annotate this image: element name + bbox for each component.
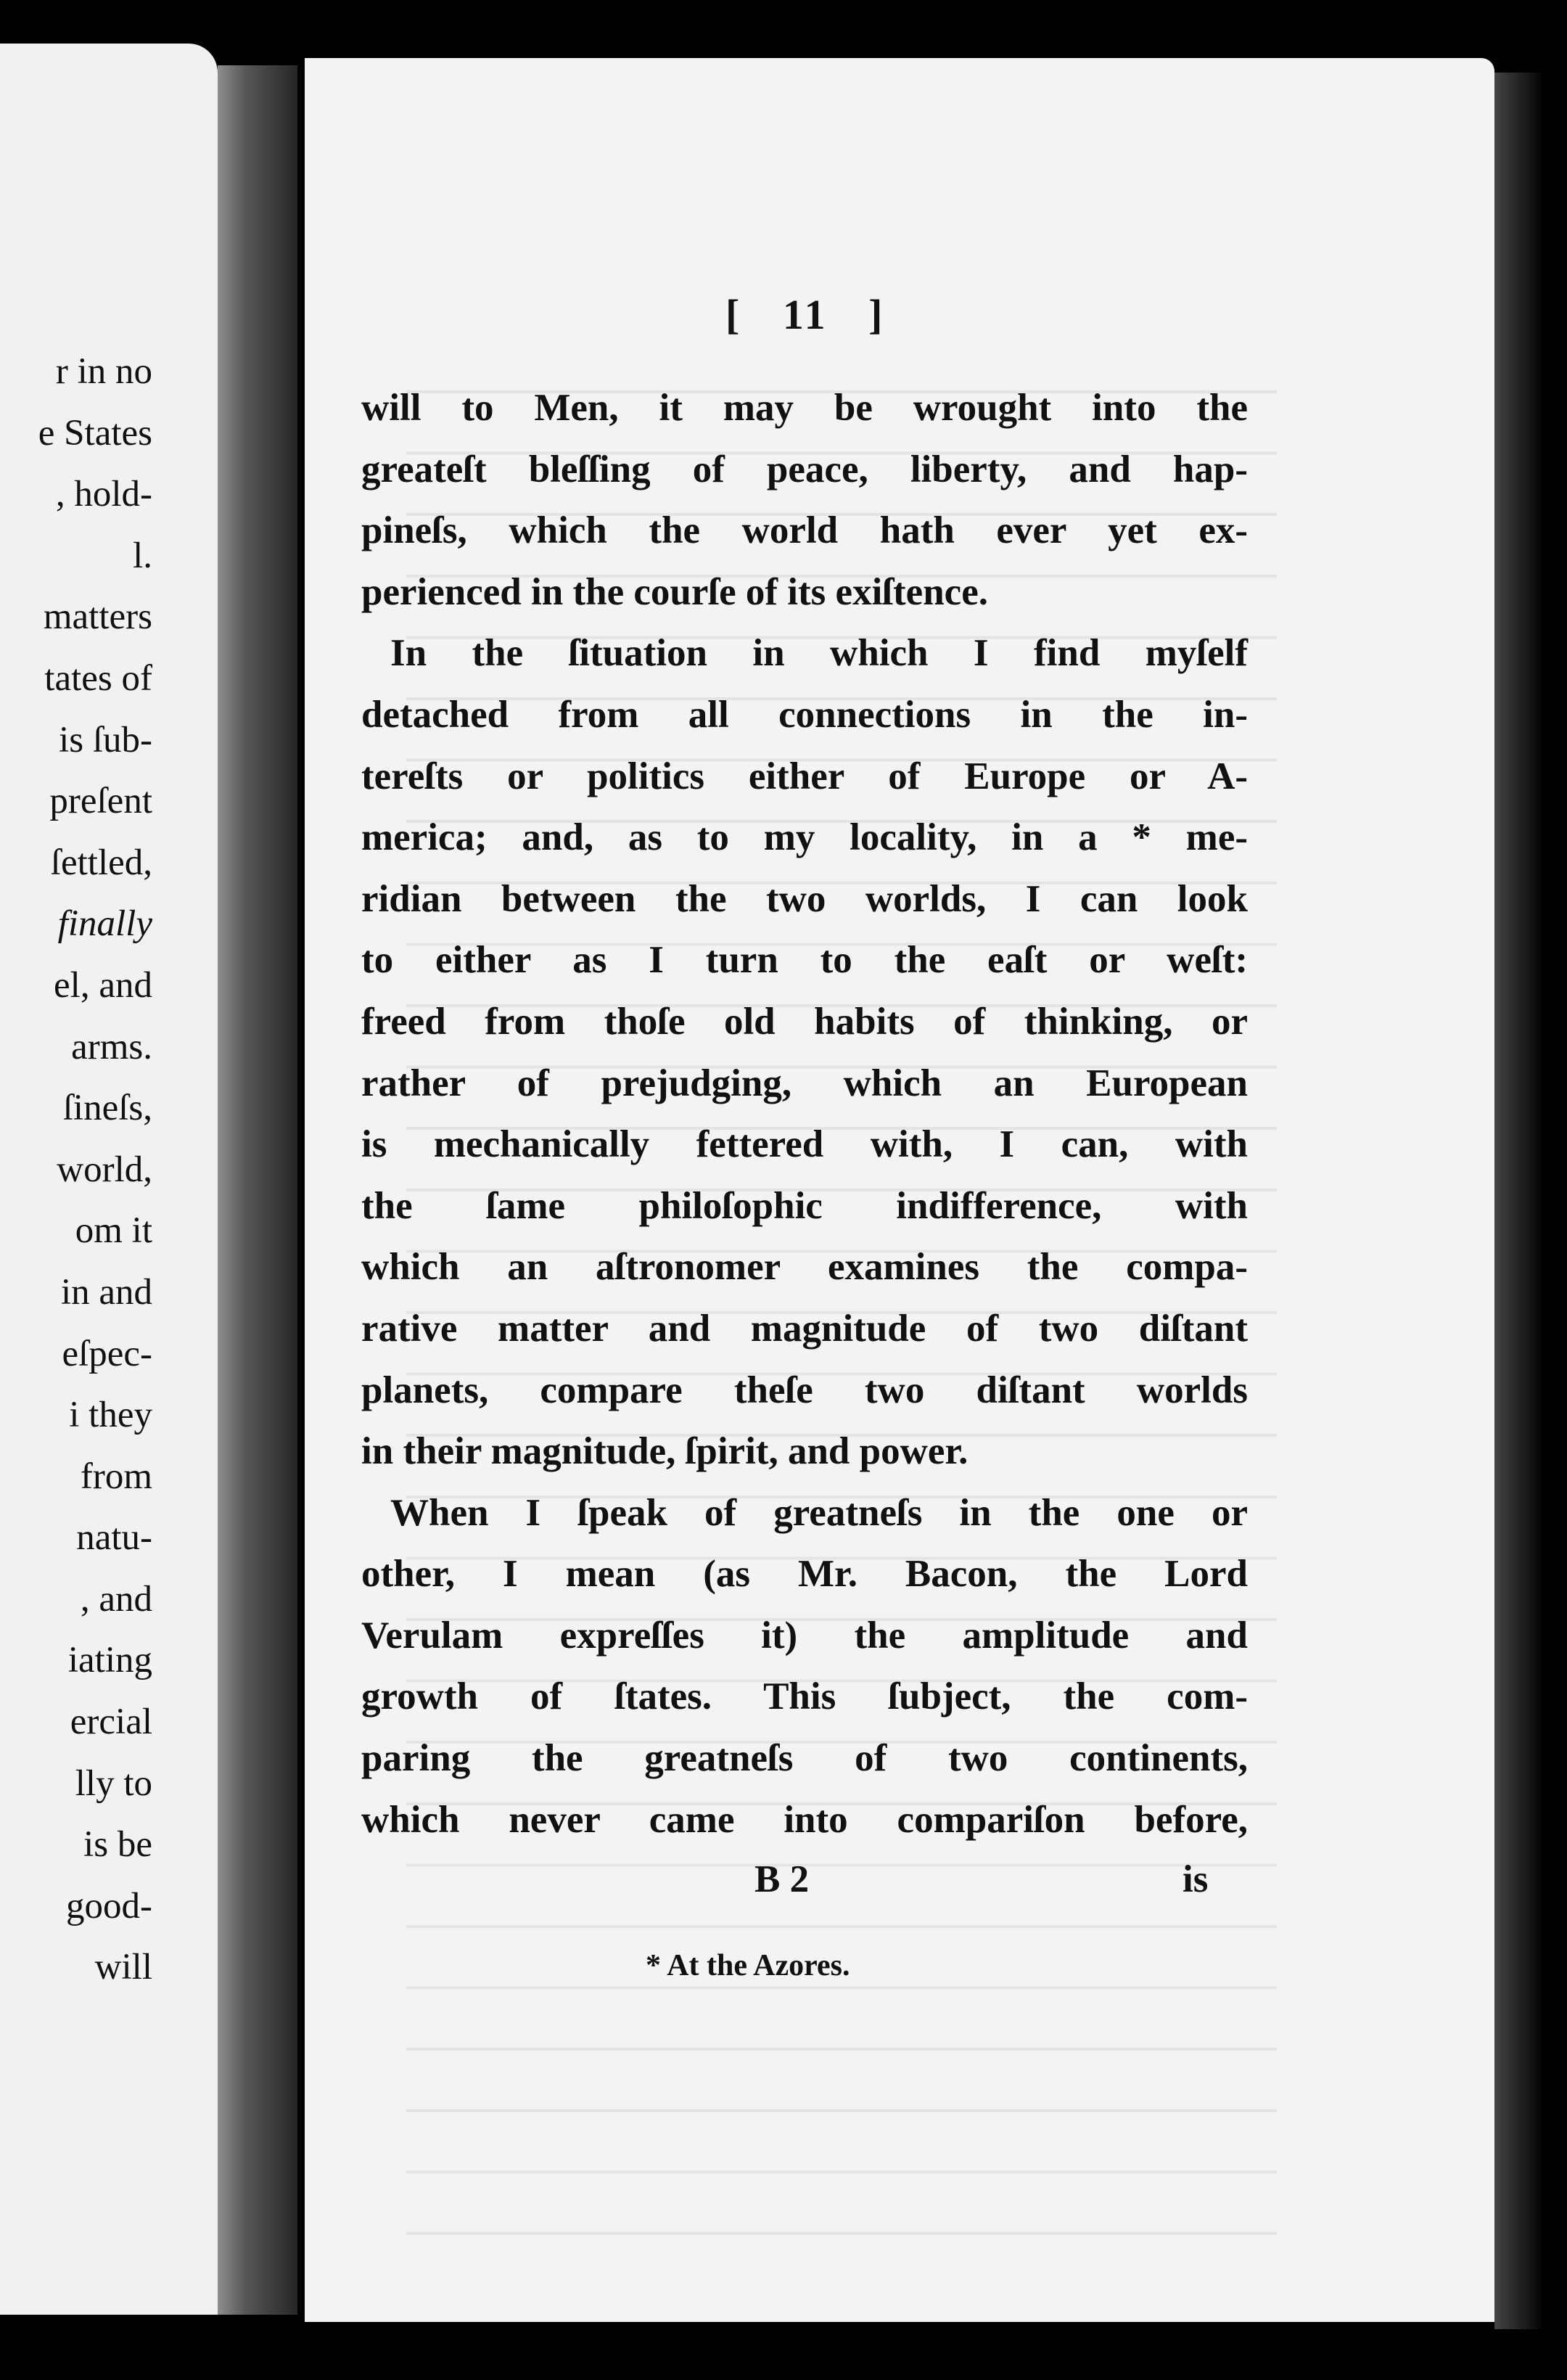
text-line: rather of prejudging, which an European [361, 1062, 1248, 1104]
text-line: to either as I turn to the eaſt or weſt: [361, 939, 1248, 982]
facing-page-line: ſineſs, [62, 1088, 152, 1129]
text-line: paring the greatneſs of two continents, [361, 1737, 1248, 1780]
page-edge [1494, 73, 1545, 2329]
text-line: which an aſtronomer examines the compa- [361, 1246, 1248, 1289]
text-line: When I ſpeak of greatneſs in the one or [390, 1491, 1248, 1534]
text-line: merica; and, as to my locality, in a * me- [361, 816, 1248, 859]
facing-page-line: om it [75, 1210, 152, 1252]
facing-page-line: good- [66, 1885, 152, 1926]
facing-page-line: natu- [76, 1517, 152, 1559]
facing-page-line: eſpec- [62, 1333, 152, 1374]
facing-page-line: i they [69, 1395, 152, 1436]
text-line: freed from thoſe old habits of thinking, or [361, 1000, 1248, 1043]
facing-page-line: iating [67, 1640, 152, 1681]
facing-page-line: , and [80, 1578, 152, 1620]
facing-page-line: ſettled, [50, 842, 152, 883]
facing-page-line: lly to [75, 1763, 152, 1804]
text-line: is mechanically fettered with, I can, with [361, 1123, 1248, 1166]
facing-page-line: tates of [44, 657, 152, 699]
facing-page-line: , hold- [55, 474, 152, 515]
facing-page-line: arms. [71, 1026, 152, 1067]
text-line: which never came into compariſon before, [361, 1798, 1248, 1841]
text-line: detached from all connections in the in- [361, 693, 1248, 736]
facing-page-line: in and [60, 1271, 152, 1313]
catchword: is [1183, 1858, 1209, 1900]
facing-page-line: from [80, 1456, 152, 1497]
text-line: pineſs, which the world hath ever yet ex- [361, 509, 1248, 552]
facing-page-line: ercial [70, 1702, 152, 1743]
facing-page-line: r in no [55, 351, 152, 392]
gutter-shadow [218, 65, 297, 2315]
text-line: will to Men, it may be wrought into the [361, 387, 1248, 429]
text-line: in their magnitude, ſpirit, and power. [361, 1430, 968, 1473]
facing-page-line: finally [57, 903, 152, 945]
text-line: Verulam expreſſes it) the amplitude and [361, 1614, 1248, 1657]
text-line: In the ſituation in which I find myſelf [390, 632, 1248, 675]
facing-page-line: matters [43, 596, 152, 638]
signature-mark: B 2 [754, 1858, 810, 1900]
facing-page-line: el, and [54, 964, 152, 1006]
text-line: rative matter and magnitude of two diſtant [361, 1307, 1248, 1350]
text-line: tereſts or politics either of Europe or A- [361, 755, 1248, 797]
text-line: perienced in the courſe of its exiſtence. [361, 570, 988, 613]
facing-page-line: will [94, 1947, 152, 1988]
text-line: other, I mean (as Mr. Bacon, the Lord [361, 1553, 1248, 1596]
text-line: the ſame philoſophic indifference, with [361, 1184, 1248, 1227]
footnote: * At the Azores. [646, 1949, 850, 1982]
facing-page-line: preſent [49, 781, 152, 822]
text-line: ridian between the two worlds, I can look [361, 877, 1248, 920]
facing-page-line: world, [57, 1149, 152, 1190]
facing-page-line: is be [83, 1824, 152, 1866]
facing-page-text [0, 341, 152, 1998]
body-text [361, 377, 1248, 1850]
facing-page-line: l. [133, 535, 152, 576]
text-line: greateſt bleſſing of peace, liberty, and hap- [361, 448, 1248, 491]
text-line: planets, compare theſe two diſtant worlds [361, 1368, 1248, 1411]
facing-page-line: e States [38, 412, 152, 454]
facing-page-line: is ſub- [59, 719, 152, 760]
text-line: growth of ſtates. This ſubject, the com- [361, 1675, 1248, 1718]
page-number-header: [ 11 ] [725, 291, 886, 338]
